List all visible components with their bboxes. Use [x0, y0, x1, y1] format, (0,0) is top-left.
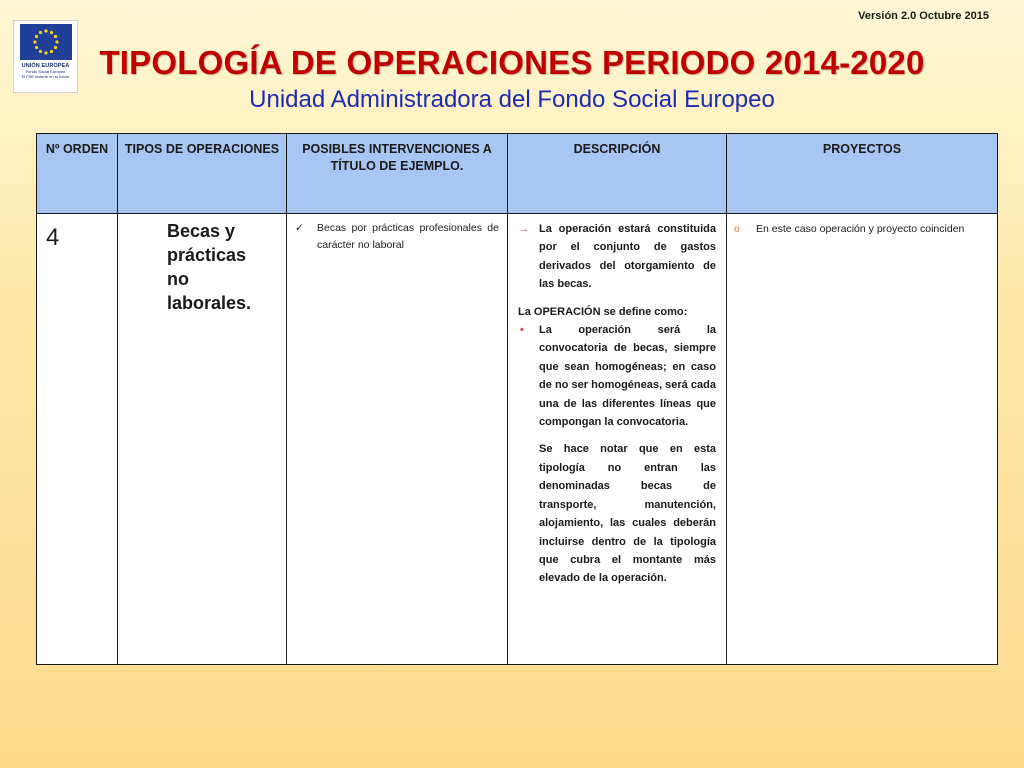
- cell-descripcion: [508, 214, 727, 665]
- arrow-right-icon: →: [518, 223, 529, 235]
- checkmark-icon: ✓: [295, 222, 304, 234]
- intervencion-item: [287, 214, 507, 254]
- descripcion-text: La operación estará constituida por el conjunto de gastos derivados del otorgamiento de las becas.: [539, 223, 716, 291]
- proyecto-item: [727, 214, 997, 238]
- circle-bullet-icon: o: [734, 223, 740, 235]
- table-header-row: [37, 134, 998, 214]
- orden-number: 4: [46, 224, 60, 251]
- bullet-icon: •: [520, 324, 524, 337]
- tipo-line: prácticas: [167, 245, 247, 265]
- version-label: Versión 2.0 Octubre 2015: [858, 10, 989, 22]
- header-descripcion: DESCRIPCIÓN: [508, 134, 727, 214]
- cell-proyectos: [727, 214, 998, 665]
- logo-title: UNIÓN EUROPEA: [21, 63, 70, 69]
- cell-orden: [37, 214, 118, 665]
- tipo-operacion: [118, 214, 286, 315]
- descripcion-bullet-item: [518, 321, 716, 431]
- proyecto-text: En este caso operación y proyecto coinciden: [756, 223, 965, 235]
- table-row: [37, 214, 998, 665]
- descripcion-block: [508, 214, 726, 588]
- descripcion-item: [518, 220, 716, 294]
- tipo-line: no: [167, 269, 189, 289]
- logo-tagline: El FSE invierte en tu futuro: [21, 74, 70, 79]
- page-subtitle: Unidad Administradora del Fondo Social Europeo: [249, 86, 775, 113]
- definition-heading: La OPERACIÓN se define como:: [518, 305, 688, 318]
- tipo-line: laborales.: [167, 293, 252, 313]
- descripcion-note: Se hace notar que en esta tipología no entran las denominadas becas de transporte, manutención, alojamiento, las cuales deberán incluirse dentro de la tipología que cubra el montante más elevado de la operación.: [539, 443, 716, 585]
- logo-subtitle: Fondo Social Europeo: [25, 69, 66, 74]
- tipo-line: Becas y: [167, 221, 236, 241]
- operations-table: [36, 133, 998, 665]
- header-tipos: TIPOS DE OPERACIONES: [118, 134, 287, 214]
- header-orden: Nº ORDEN: [37, 134, 118, 214]
- header-proyectos: PROYECTOS: [727, 134, 998, 214]
- cell-intervenciones: [287, 214, 508, 665]
- intervencion-text: Becas por prácticas profesionales de carácter no laboral: [317, 222, 499, 251]
- definition-text: La operación será la convocatoria de becas, siempre que sean homogéneas; en caso de no ser homogéneas, será cada una de las diferentes líneas que compongan la convocatoria.: [539, 324, 716, 429]
- header-intervenciones: POSIBLES INTERVENCIONES A TÍTULO DE EJEMPLO.: [287, 134, 508, 214]
- cell-tipo: [118, 214, 287, 665]
- page-title: TIPOLOGÍA DE OPERACIONES PERIODO 2014-2020: [99, 44, 925, 81]
